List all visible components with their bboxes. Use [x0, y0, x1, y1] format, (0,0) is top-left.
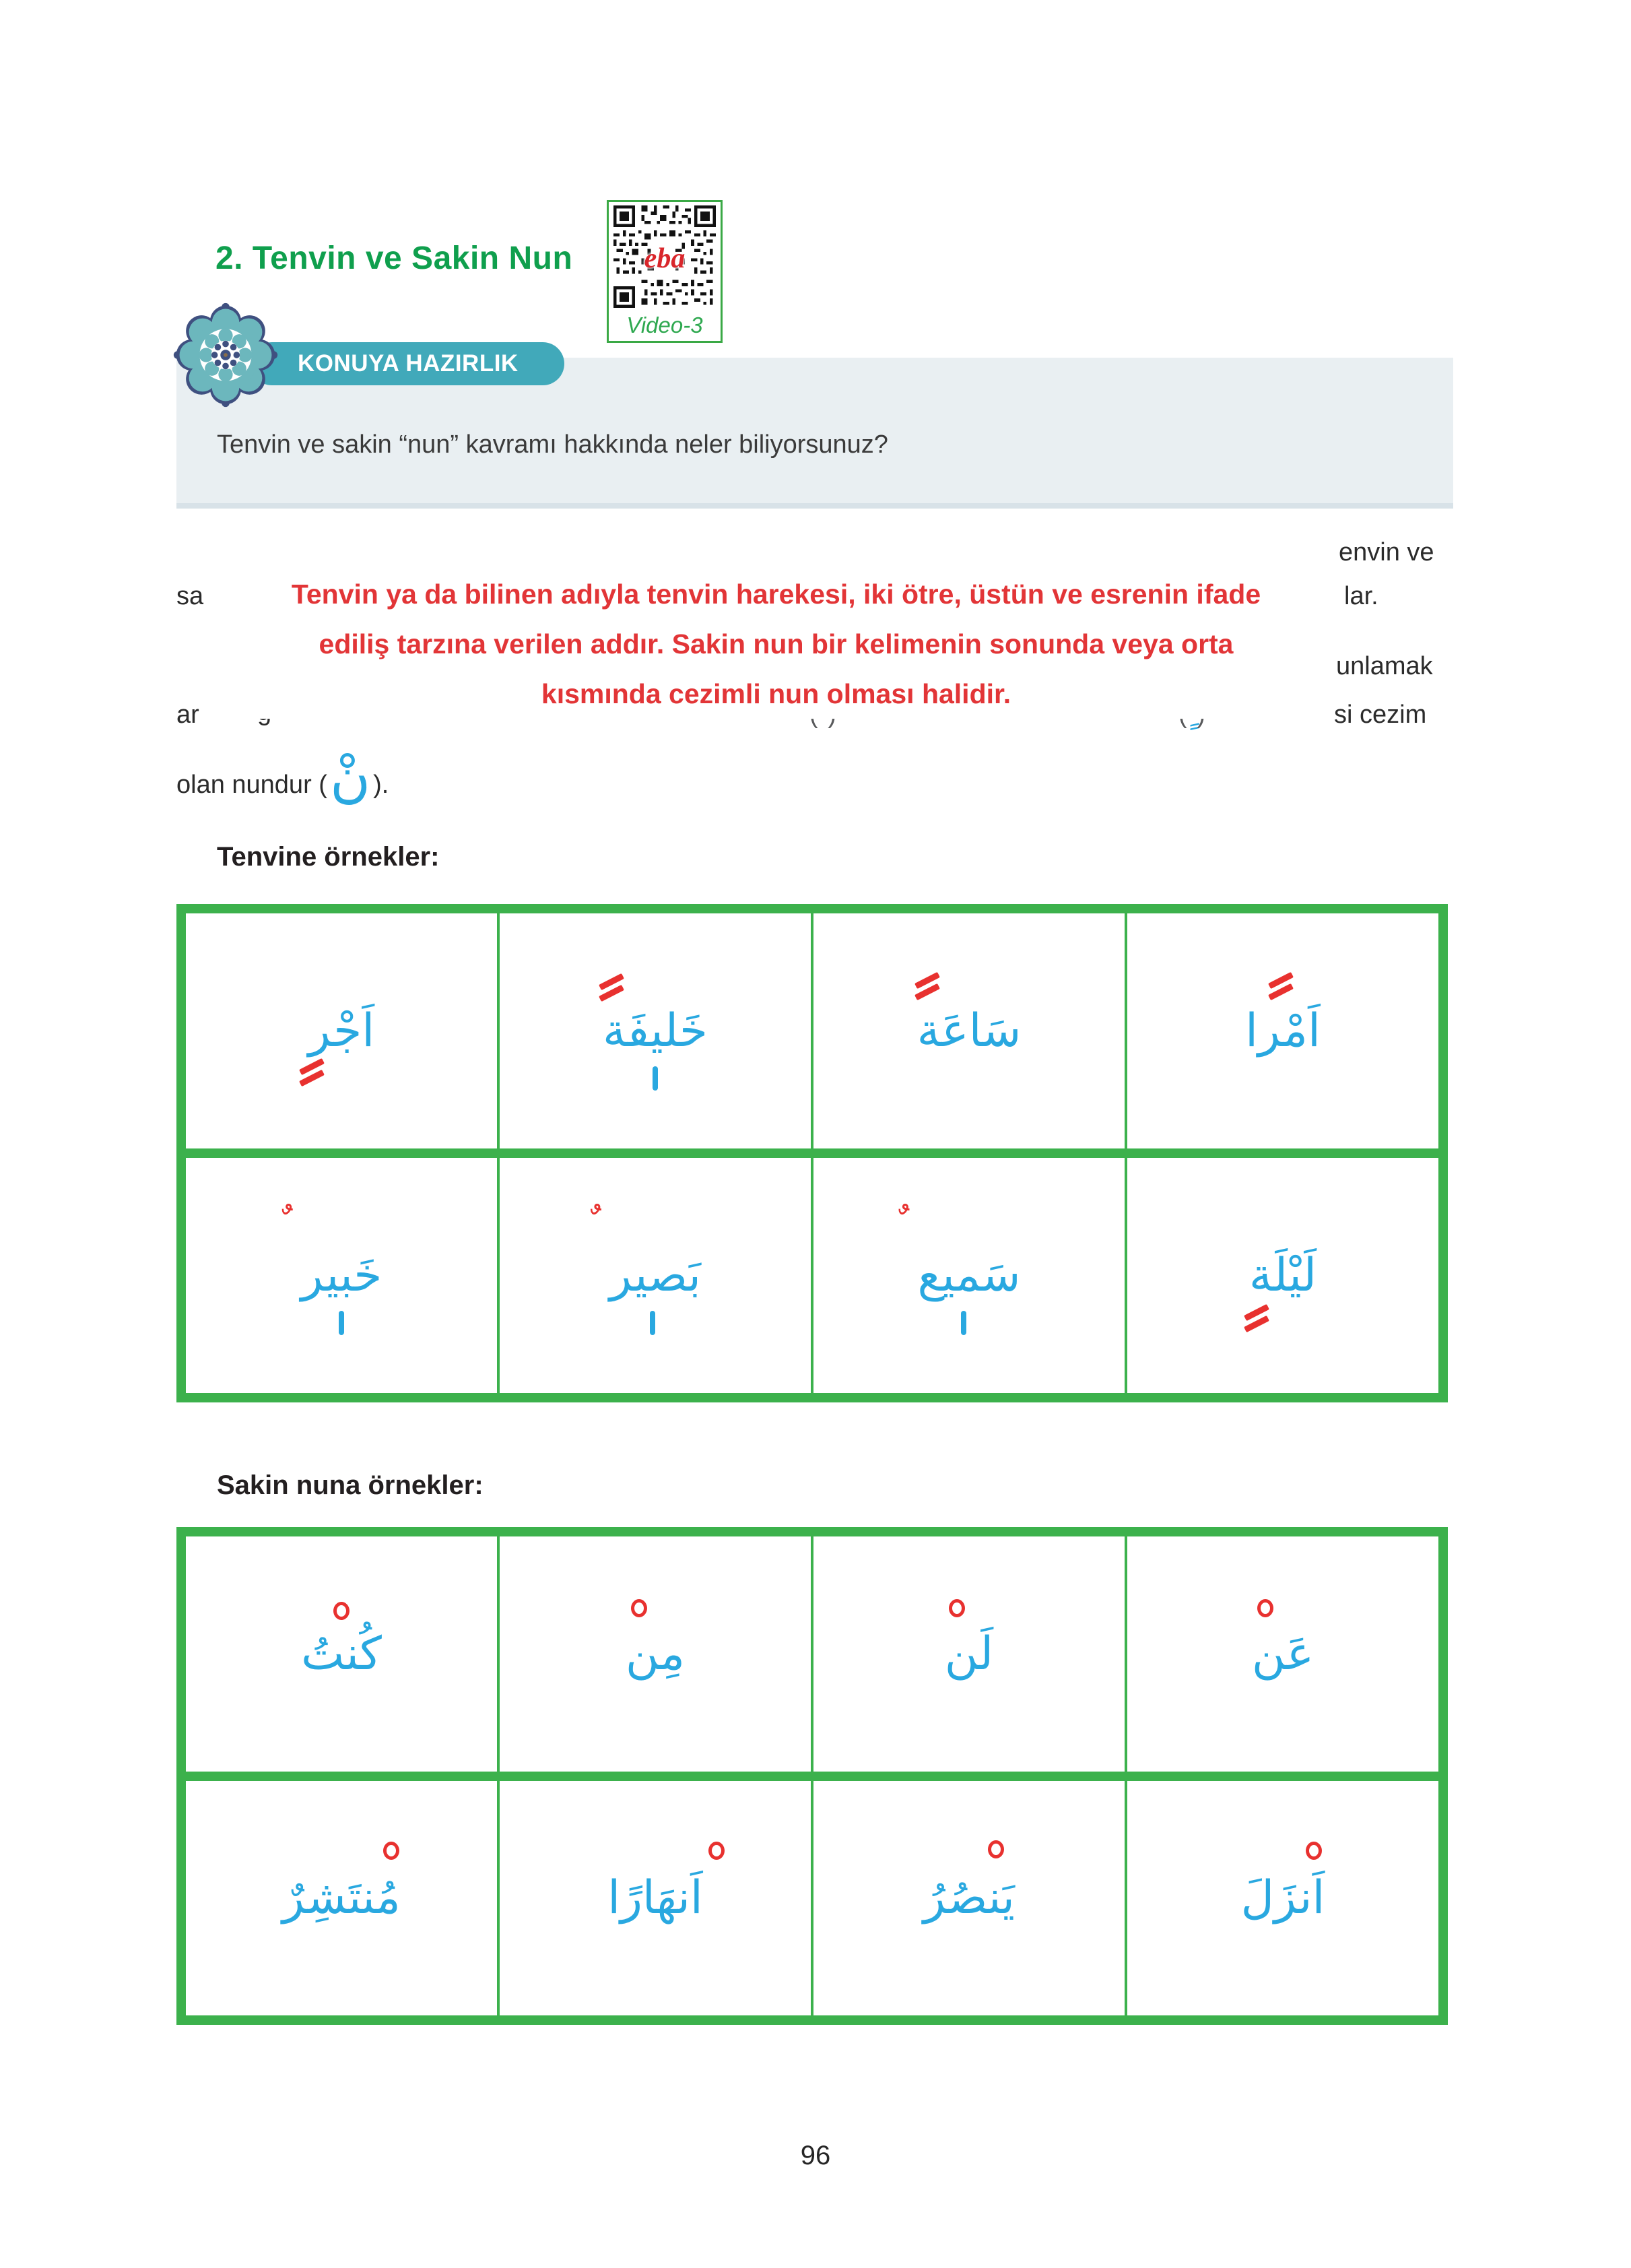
note-line: kısmında cezimli nun olması halidir.	[541, 678, 1011, 709]
sakin-nun-examples-table	[176, 1527, 1448, 2025]
sukun-mark	[333, 1602, 350, 1620]
arabic-word-wrap	[894, 1202, 1021, 1307]
arabic-word: خَبير	[300, 1249, 382, 1302]
arabic-word-wrap	[301, 1622, 382, 1686]
arabic-word-wrap	[923, 1866, 1015, 1930]
stroke-mark	[339, 1311, 344, 1335]
fathatayn-mark	[1268, 977, 1294, 995]
sukun-mark	[949, 1599, 965, 1617]
arabic-word: مِن	[625, 1627, 686, 1681]
arabic-word-cell	[500, 1536, 811, 1772]
eba-logo: eba	[644, 243, 686, 274]
sukun-mark	[631, 1599, 647, 1617]
sukun-mark	[988, 1840, 1004, 1858]
arabic-word-cell	[186, 1536, 497, 1772]
arabic-word-wrap	[1245, 999, 1321, 1063]
arabic-word: اَمْرا	[1245, 1004, 1321, 1058]
arabic-word-wrap	[1241, 1866, 1325, 1930]
arabic-word-wrap	[1252, 1622, 1314, 1686]
paragraph-fragment: si cezim	[1334, 701, 1427, 729]
arabic-word: سَاعَة	[917, 1004, 1022, 1058]
arabic-word: لَن	[944, 1627, 994, 1681]
arabic-word-wrap	[308, 999, 374, 1063]
kasratayn-mark	[1244, 1309, 1269, 1327]
qr-video-caption: Video-3	[626, 313, 703, 337]
arabic-word-wrap	[945, 1622, 993, 1686]
stroke-mark	[650, 1311, 655, 1335]
note-line: Tenvin ya da bilinen adıyla tenvin harekesi, iki ötre, üstün ve esrenin ifade	[291, 579, 1261, 610]
medallion-ornament-icon	[171, 300, 280, 410]
arabic-word: يَنصُرُ	[923, 1871, 1015, 1925]
arabic-word-wrap	[603, 999, 708, 1063]
paragraph-fragment: unlamak	[1336, 652, 1433, 680]
tenvin-examples-table	[176, 904, 1448, 1402]
sukun-mark	[708, 1842, 725, 1860]
arabic-word-cell	[813, 1158, 1125, 1393]
section-heading-tenvin: Tenvine örnekler:	[217, 842, 440, 872]
stroke-mark	[961, 1311, 966, 1335]
arabic-word-cell	[1127, 1536, 1438, 1772]
sukun-mark	[383, 1842, 399, 1860]
arabic-word-cell	[1127, 913, 1438, 1148]
arabic-word-wrap	[277, 1202, 382, 1307]
arabic-word: سَميع	[917, 1249, 1021, 1302]
note-line: ediliş tarzına verilen addır. Sakin nun bir kelimenin sonunda veya orta	[319, 628, 1234, 659]
arabic-word-cell	[813, 1536, 1125, 1772]
arabic-word-cell	[813, 1781, 1125, 2016]
arabic-word-cell	[500, 1158, 811, 1393]
dammatayn-mark: ٌ	[894, 1202, 907, 1246]
unit-heading: 2. Tenvin ve Sakin Nun	[215, 240, 573, 276]
section-heading-sakin-nun: Sakin nuna örnekler:	[217, 1470, 484, 1500]
arabic-word-cell	[186, 1158, 497, 1393]
dammatayn-mark: ٌ	[277, 1202, 290, 1246]
fathatayn-mark	[914, 977, 940, 995]
sukun-mark	[1306, 1842, 1322, 1860]
arabic-word-cell	[186, 1781, 497, 2016]
kasratayn-mark	[299, 1064, 325, 1081]
sukun-mark	[1257, 1599, 1273, 1617]
arabic-word-wrap	[1249, 1243, 1317, 1307]
paragraph-fragment: lar.	[1344, 582, 1378, 610]
paragraph-fragment: envin ve	[1339, 538, 1434, 566]
arabic-word: كُنتُ	[301, 1627, 382, 1681]
arabic-word-cell	[186, 913, 497, 1148]
paragraph-fragment: ar	[176, 701, 199, 729]
arabic-word: عَن	[1251, 1627, 1314, 1681]
arabic-word: مُنتَشِرٌ	[282, 1871, 401, 1925]
arabic-word: بَصير	[609, 1249, 701, 1302]
arabic-word: اَجْر	[308, 1004, 375, 1058]
arabic-word-cell	[1127, 1781, 1438, 2016]
arabic-word-wrap	[917, 999, 1022, 1063]
page-number: 96	[800, 2141, 831, 2170]
nun-sentence: olan nundur ( نْ ).	[176, 746, 389, 810]
fathatayn-mark	[599, 979, 624, 996]
arabic-word: اَنهَارًا	[607, 1871, 703, 1925]
paragraph-fragment: sa	[176, 582, 204, 610]
arabic-word-cell	[813, 913, 1125, 1148]
arabic-word: لَيْلَة	[1249, 1249, 1317, 1302]
stroke-mark	[653, 1066, 658, 1091]
study-note-overlay	[229, 569, 1323, 719]
arabic-word-wrap	[607, 1866, 703, 1930]
arabic-word-wrap	[626, 1622, 685, 1686]
arabic-word-wrap	[587, 1202, 701, 1307]
qr-code-box	[607, 200, 723, 343]
arabic-word: خَليفَة	[603, 1004, 708, 1058]
dammatayn-mark: ٌ	[587, 1202, 599, 1246]
arabic-word-cell	[500, 1781, 811, 2016]
arabic-word: اَنزَلَ	[1240, 1871, 1325, 1925]
arabic-word-cell	[500, 913, 811, 1148]
preparation-question: Tenvin ve sakin “nun” kavramı hakkında neler biliyorsunuz?	[217, 430, 888, 459]
arabic-word-wrap	[282, 1866, 401, 1930]
preparation-banner: KONUYA HAZIRLIK	[251, 342, 564, 385]
arabic-word-cell	[1127, 1158, 1438, 1393]
